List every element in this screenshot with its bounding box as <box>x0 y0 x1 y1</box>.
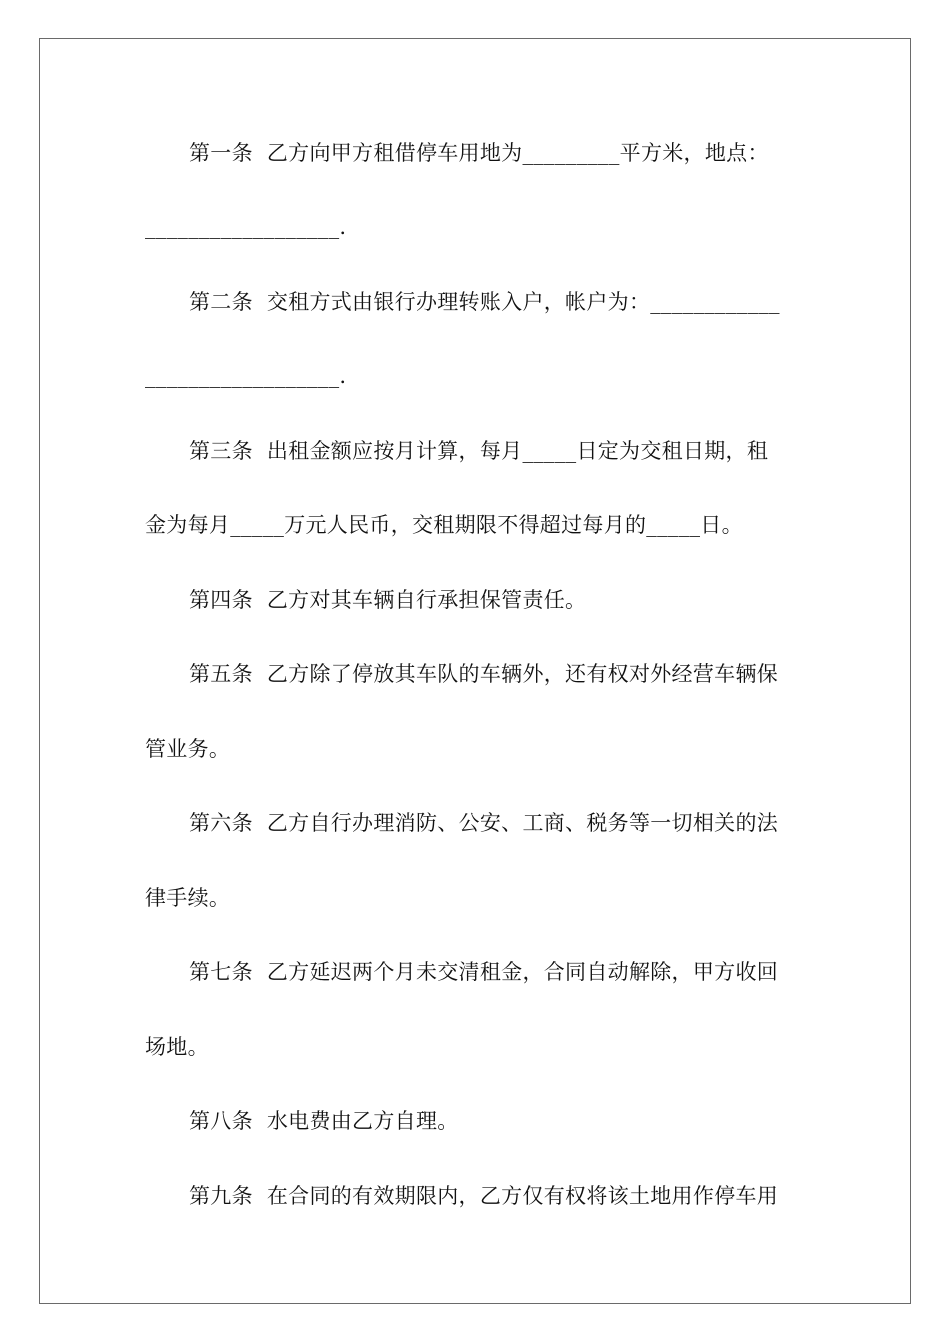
article-6-line-1: 第六条 乙方自行办理消防、公安、工商、税务等一切相关的法 <box>189 811 779 835</box>
article-5-line-2: 管业务。 <box>145 737 231 761</box>
article-1-line-2: __________________. <box>145 215 347 239</box>
article-1-line-1: 第一条 乙方向甲方租借停车用地为_________平方米，地点： <box>189 141 769 165</box>
article-8-line-1: 第八条 水电费由乙方自理。 <box>189 1109 459 1133</box>
article-6-line-2: 律手续。 <box>145 886 231 910</box>
article-7-line-1: 第七条 乙方延迟两个月未交清租金，合同自动解除，甲方收回 <box>189 960 779 984</box>
article-2-line-1: 第二条 交租方式由银行办理转账入户，帐户为：____________ <box>189 290 780 314</box>
article-7-line-2: 场地。 <box>145 1035 209 1059</box>
article-9-line-1: 第九条 在合同的有效期限内，乙方仅有权将该土地用作停车用 <box>189 1184 779 1208</box>
article-4-line-1: 第四条 乙方对其车辆自行承担保管责任。 <box>189 588 587 612</box>
article-5-line-1: 第五条 乙方除了停放其车队的车辆外，还有权对外经营车辆保 <box>189 662 779 686</box>
article-3-line-1: 第三条 出租金额应按月计算，每月_____日定为交租日期，租 <box>189 439 769 463</box>
article-3-line-2: 金为每月_____万元人民币，交租期限不得超过每月的_____日。 <box>145 513 743 537</box>
article-2-line-2: __________________. <box>145 364 347 388</box>
